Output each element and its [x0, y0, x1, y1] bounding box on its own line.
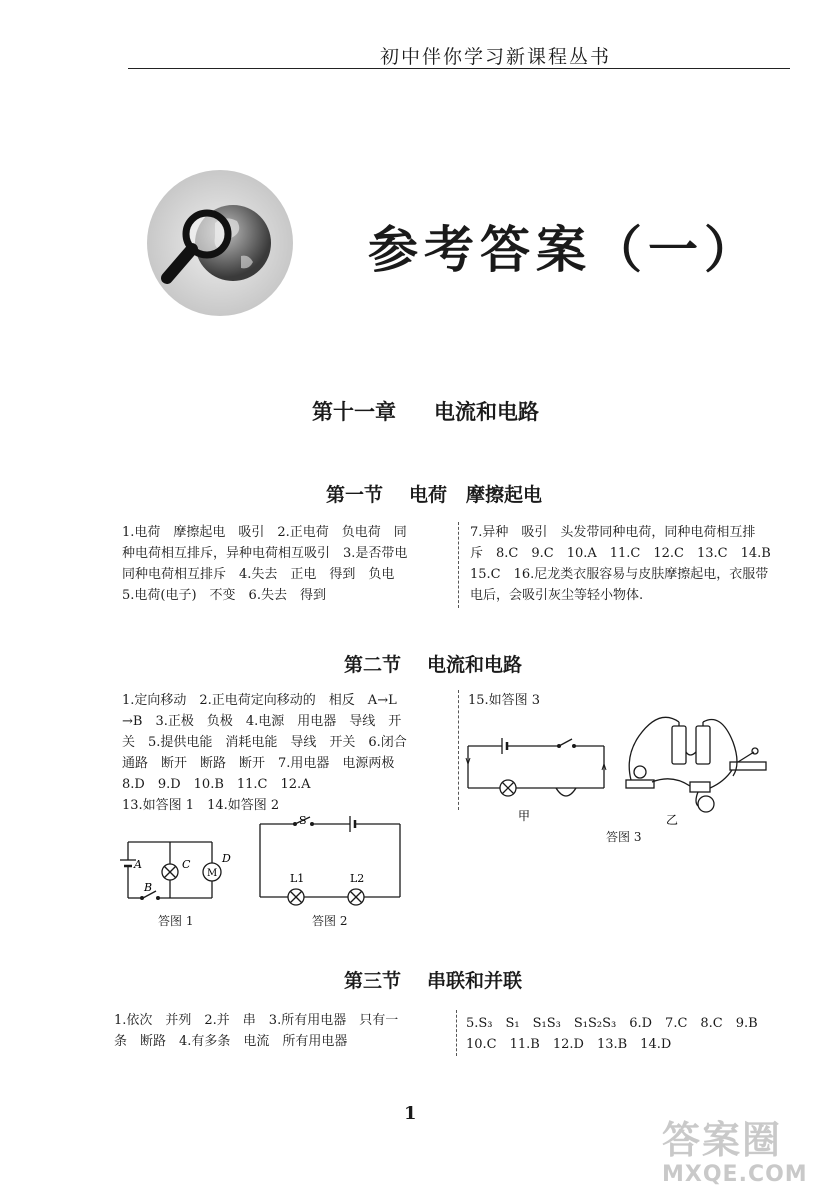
answer-block: [122, 522, 457, 606]
motor-symbol-label: M: [207, 868, 218, 879]
answer-block: [468, 690, 668, 711]
section-number: 第一节: [326, 484, 384, 506]
figure-caption: 答图 3: [606, 830, 642, 844]
answer-line: 7.异种 吸引 头发带同种电荷，同种电荷相互排: [470, 525, 756, 540]
section-heading: [344, 966, 522, 993]
answer-line: 条 断路 4.有多条 电流 所有用电器: [114, 1034, 348, 1049]
answer-block: [114, 1010, 454, 1052]
section-heading: [326, 480, 542, 507]
answer-block: [470, 522, 810, 606]
watermark-url: MXQE.COM: [662, 1162, 808, 1187]
answer-line: 8.D 9.D 10.B 11.C 12.A: [122, 777, 311, 792]
figure-caption: 答图 1: [158, 914, 194, 928]
section-heading: [344, 650, 522, 677]
magnifier-globe-logo: [145, 168, 295, 318]
answer-line: 电后，会吸引灰尘等轻小物体.: [470, 588, 644, 603]
circuit-label: L2: [350, 872, 365, 885]
circuit-label: A: [134, 858, 142, 871]
answer-line: 13.如答图 1 14.如答图 2: [122, 798, 280, 813]
answer-line: 15.C 16.尼龙类衣服容易与皮肤摩擦起电，衣服带: [470, 567, 769, 582]
circuit-diagram-3: [462, 712, 792, 832]
watermark-text: 答案圈: [662, 1118, 783, 1162]
section-title: 电荷 摩擦起电: [409, 484, 543, 506]
answer-line: 关 5.提供电能 消耗电能 导线 开关 6.闭合: [122, 735, 407, 750]
circuit-label: D: [222, 852, 231, 865]
header-rule: [128, 68, 790, 69]
figure-part-label: 甲: [518, 809, 531, 823]
circuit-label: B: [144, 881, 153, 894]
figure-caption: 答图 2: [312, 914, 348, 928]
page-number: 1: [404, 1103, 417, 1124]
answer-line: 5.S₃ S₁ S₁S₃ S₁S₂S₃ 6.D 7.C 8.C 9.B: [466, 1016, 758, 1031]
answer-line: 斥 8.C 9.C 10.A 11.C 12.C 13.C 14.B: [470, 546, 771, 561]
figure-part-label: 乙: [666, 813, 679, 827]
answer-line: 5.电荷(电子) 不变 6.失去 得到: [122, 588, 326, 603]
chapter-title: 电流和电路: [434, 399, 539, 424]
answer-line: 通路 断开 断路 断开 7.用电器 电源两极: [122, 756, 395, 771]
circuit-label: C: [182, 858, 191, 871]
chapter-heading: [312, 396, 539, 426]
series-title: 初中伴你学习新课程丛书: [380, 46, 612, 68]
answer-line: →B 3.正极 负极 4.电源 用电器 导线 开: [122, 714, 402, 729]
circuit-diagram-2: [254, 812, 408, 912]
circuit-label: L1: [290, 872, 305, 885]
chapter-number: 第十一章: [312, 399, 396, 424]
answer-line: 1.依次 并列 2.并 串 3.所有用电器 只有一: [114, 1013, 399, 1028]
answer-line: 15.如答图 3: [468, 693, 541, 708]
answer-block: [466, 1013, 810, 1055]
circuit-diagram-1: [116, 830, 240, 910]
answer-block: [122, 690, 457, 816]
main-title: 参考答案（一）: [368, 220, 760, 279]
answer-line: 1.电荷 摩擦起电 吸引 2.正电荷 负电荷 同: [122, 525, 407, 540]
answer-line: 10.C 11.B 12.D 13.B 14.D: [466, 1037, 672, 1052]
answer-line: 种电荷相互排斥，异种电荷相互吸引 3.是否带电: [122, 546, 408, 561]
column-divider: [458, 522, 459, 608]
watermark: [662, 1118, 808, 1194]
column-divider: [458, 690, 459, 810]
section-title: 串联和并联: [427, 970, 523, 992]
column-divider: [456, 1010, 457, 1056]
section-title: 电流和电路: [427, 654, 523, 676]
answer-line: 1.定向移动 2.正电荷定向移动的 相反 A→L: [122, 693, 397, 708]
section-number: 第三节: [344, 970, 402, 992]
answer-line: 同种电荷相互排斥 4.失去 正电 得到 负电: [122, 567, 395, 582]
circuit-label: S: [299, 814, 307, 827]
section-number: 第二节: [344, 654, 402, 676]
